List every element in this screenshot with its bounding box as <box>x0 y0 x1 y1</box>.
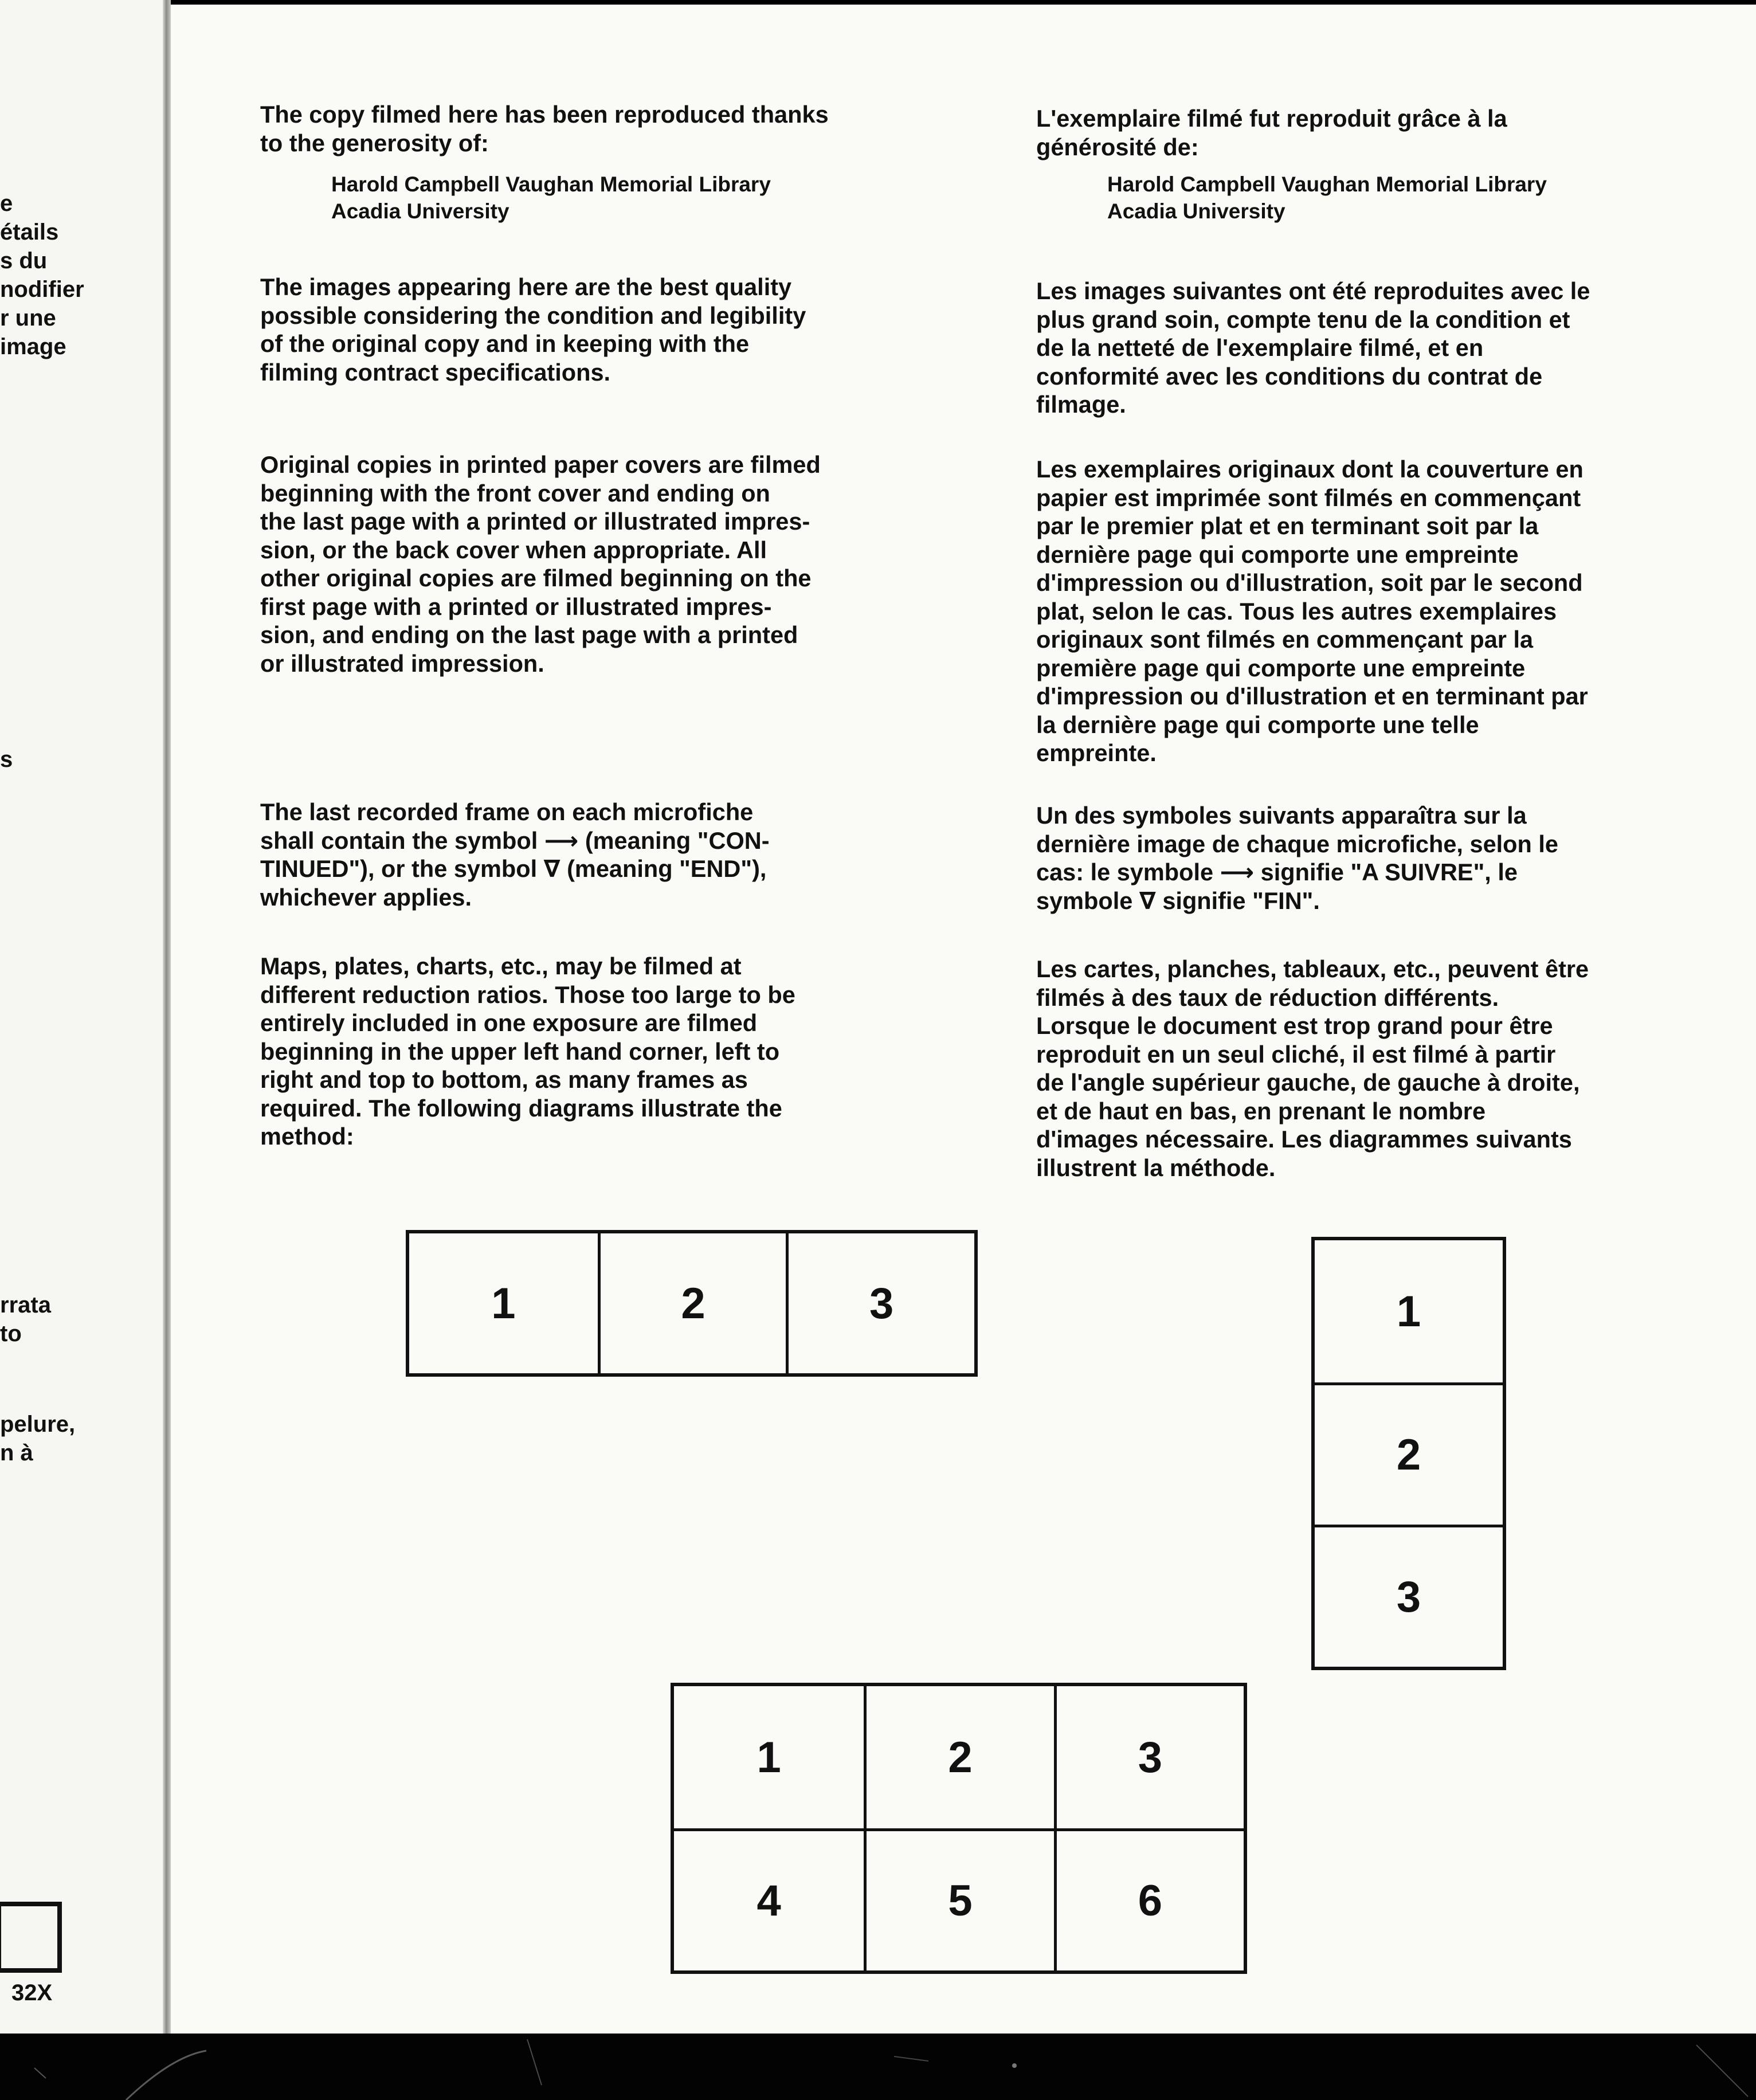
scan-border-bottom <box>0 2034 1756 2100</box>
fragment-line: pelure, <box>0 1412 76 1437</box>
page-fold <box>163 0 171 2034</box>
diagram-six-frames-grid <box>671 1683 1247 1974</box>
diagram-three-frames-column <box>1311 1237 1506 1670</box>
adjacent-page-fragment <box>0 0 163 2034</box>
frame-cell: 2 <box>864 1686 1053 1828</box>
english-library-name: Harold Campbell Vaughan Memorial Library Acadia University <box>331 173 771 223</box>
english-covers-note: Original copies in printed paper covers are filmed beginning with the front cover and ending on the last page with a printed or illustrated impres- sion, or the back cover when appropriate. All other original copies are filmed beginning on the first page with a printed or illustrated impres- sion, and ending on the last page with a printed or illustrated impression. <box>260 451 821 677</box>
frame-cell: 1 <box>491 1279 516 1328</box>
french-thanks: L'exemplaire filmé fut reproduit grâce à la générosité de: <box>1036 105 1507 160</box>
scan-border-top <box>0 0 1756 5</box>
frame-cell: 5 <box>864 1828 1053 1970</box>
fragment-line: e <box>0 191 13 216</box>
french-maps-note: Les cartes, planches, tableaux, etc., peuvent être filmés à des taux de réduction différents. Lorsque le document est trop grand pour être reproduit en un seul cliché, il est filmé à partir de l'angle supérieur gauche, de gauche à droite, et de haut en bas, en prenant le nombre d'images nécessaire. Les diagrammes suivants illustrent la méthode. <box>1036 955 1589 1181</box>
english-quality-note: The images appearing here are the best quality possible considering the condition and legibility of the original copy and in keeping with the filming contract specifications. <box>260 273 806 386</box>
french-covers-note: Les exemplaires originaux dont la couverture en papier est imprimée sont filmés en commençant par le premier plat et en terminant soit par la dernière page qui comporte une empreinte d'impression ou d'illustration, soit par le second plat, selon le cas. Tous les autres exemplaires originaux sont filmés en commençant par la première page qui comporte une empreinte d'impression ou d'illustration et en terminant par la dernière page qui comporte une telle empreinte. <box>1036 456 1588 766</box>
frame-cell: 3 <box>1054 1686 1244 1828</box>
frame-cell: 2 <box>1315 1382 1503 1525</box>
french-library-name: Harold Campbell Vaughan Memorial Library Acadia University <box>1107 173 1547 223</box>
frame-cell: 2 <box>598 1233 786 1373</box>
fragment-line: image <box>0 334 66 359</box>
fragment-line: nodifier <box>0 277 84 302</box>
frame-cell: 4 <box>674 1828 864 1970</box>
french-quality-note: Les images suivantes ont été reproduites avec le plus grand soin, compte tenu de la condition et de la netteté de l'exemplaire filmé, et en conformité avec les conditions du contrat de filmage. <box>1036 277 1590 418</box>
resolution-target-box <box>0 1902 62 1973</box>
fragment-line: to <box>0 1321 22 1346</box>
fragment-line: r une <box>0 305 56 331</box>
fragment-line: s du <box>0 248 48 273</box>
french-symbols-note: Un des symboles suivants apparaîtra sur la dernière image de chaque microfiche, selon le cas: le symbole ⟶ signifie "A SUIVRE", le symbole ∇ signifie "FIN". <box>1036 802 1559 914</box>
frame-cell: 6 <box>1054 1828 1244 1970</box>
diagram-three-frames-row <box>406 1230 978 1377</box>
frame-cell: 3 <box>1315 1525 1503 1667</box>
scan-noise <box>0 2034 1756 2100</box>
fragment-line: étails <box>0 220 59 245</box>
english-maps-note: Maps, plates, charts, etc., may be filmed at different reduction ratios. Those too large to be entirely included in one exposure are filmed beginning in the upper left hand corner, left to right and top to bottom, as many frames as required. The following diagrams illustrate the method: <box>260 953 795 1150</box>
frame-cell: 1 <box>757 1733 781 1782</box>
fragment-line: s <box>0 747 13 772</box>
frame-cell: 1 <box>1396 1287 1421 1336</box>
fragment-line: rrata <box>0 1292 51 1318</box>
english-symbols-note: The last recorded frame on each microfiche shall contain the symbol ⟶ (meaning "CON- TINUED"), or the symbol ∇ (meaning "END"), whichever applies. <box>260 798 770 911</box>
fragment-line: n à <box>0 1440 33 1466</box>
frame-cell: 3 <box>786 1233 974 1373</box>
english-thanks: The copy filmed here has been reproduced thanks to the generosity of: <box>260 101 829 156</box>
resolution-label: 32X <box>11 1980 53 2005</box>
